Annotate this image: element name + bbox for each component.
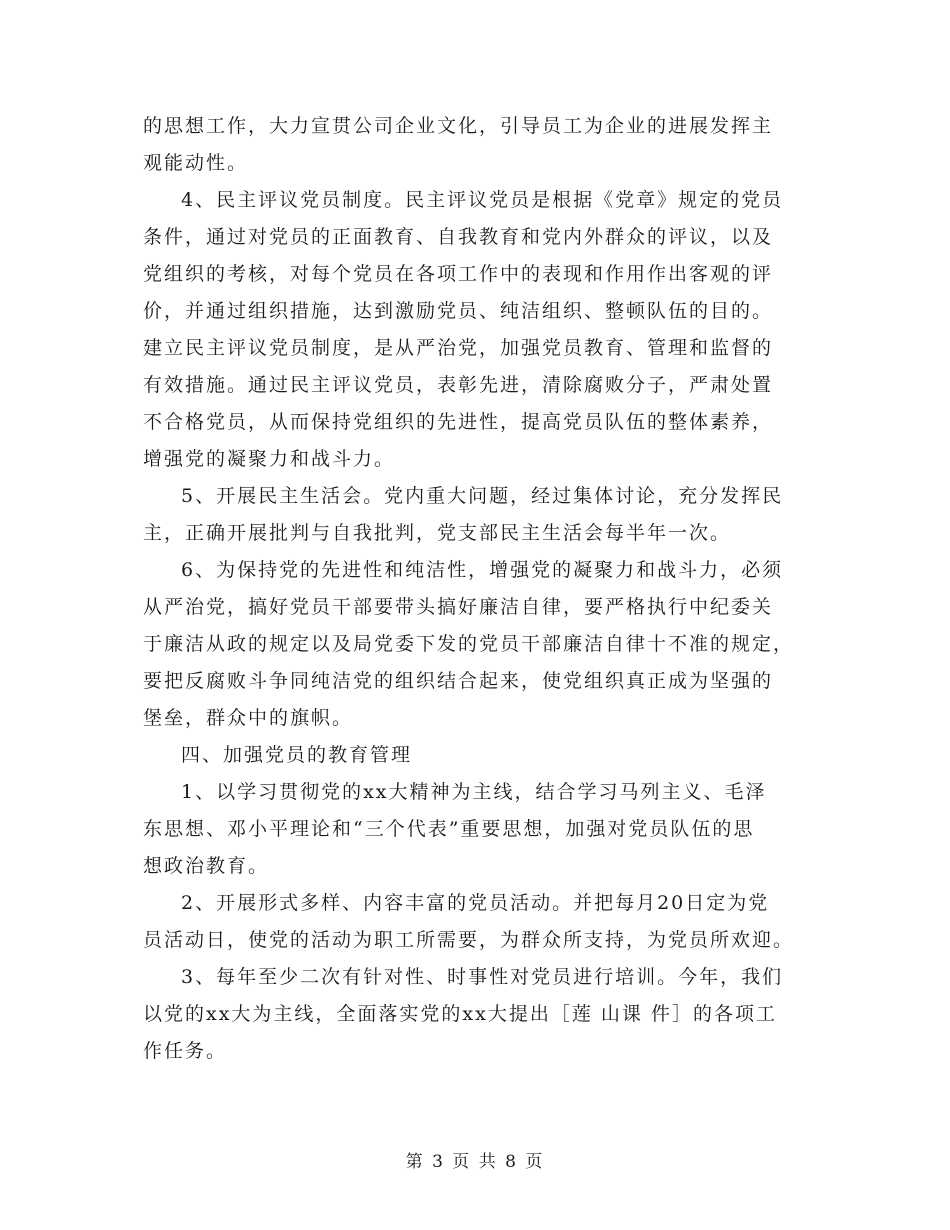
text-line: 东思想、邓小平理论和“三个代表”重要思想，加强对党员队伍的思 <box>143 818 755 840</box>
text-line: 从严治党，搞好党员干部要带头搞好廉洁自律，要严格执行中纪委关 <box>143 596 774 618</box>
text-line: 要把反腐败斗争同纯洁党的组织结合起来，使党组织真正成为坚强的 <box>143 670 774 692</box>
text-line: 堡垒，群众中的旗帜。 <box>143 707 354 729</box>
text-line: 增强党的凝聚力和战斗力。 <box>143 448 396 470</box>
paragraph-start-5: 5、开展民主生活会。党内重大问题，经过集体讨论，充分发挥民 <box>181 485 784 507</box>
text-line: 的思想工作，大力宣贯公司企业文化，引导员工为企业的进展发挥主 <box>143 115 774 137</box>
text-line: 观能动性。 <box>143 152 249 174</box>
section-heading: 四、加强党员的教育管理 <box>181 744 413 766</box>
paragraph-start-2: 2、开展形式多样、内容丰富的党员活动。并把每月20日定为党 <box>181 892 770 914</box>
page-number-footer: 第 3 页 共 8 页 <box>405 1152 545 1172</box>
paragraph-start-3: 3、每年至少二次有针对性、时事性对党员进行培训。今年，我们 <box>181 966 784 988</box>
text-line: 党组织的考核，对每个党员在各项工作中的表现和作用作出客观的评 <box>143 263 774 285</box>
paragraph-start-1: 1、以学习贯彻党的xx大精神为主线，结合学习马列主义、毛泽 <box>181 781 767 803</box>
paragraph-start-4: 4、民主评议党员制度。民主评议党员是根据《党章》规定的党员 <box>181 189 784 211</box>
text-line: 作任务。 <box>143 1040 228 1062</box>
text-line: 价，并通过组织措施，达到激励党员、纯洁组织、整顿队伍的目的。 <box>143 300 774 322</box>
text-line: 想政治教育。 <box>143 855 270 877</box>
paragraph-start-6: 6、为保持党的先进性和纯洁性，增强党的凝聚力和战斗力，必须 <box>181 559 784 581</box>
text-line: 员活动日，使党的活动为职工所需要，为群众所支持，为党员所欢迎。 <box>143 929 795 951</box>
text-line: 主，正确开展批判与自我批判，党支部民主生活会每半年一次。 <box>143 522 732 544</box>
text-line: 于廉洁从政的规定以及局党委下发的党员干部廉洁自律十不准的规定， <box>143 633 795 655</box>
text-line: 条件，通过对党员的正面教育、自我教育和党内外群众的评议，以及 <box>143 226 774 248</box>
text-line: 建立民主评议党员制度，是从严治党，加强党员教育、管理和监督的 <box>143 337 774 359</box>
text-line: 以党的xx大为主线，全面落实党的xx大提出［莲 山课 件］的各项工 <box>143 1003 777 1025</box>
text-line: 有效措施。通过民主评议党员，表彰先进，清除腐败分子，严肃处置 <box>143 374 774 396</box>
text-line: 不合格党员，从而保持党组织的先进性，提高党员队伍的整体素养， <box>143 411 774 433</box>
